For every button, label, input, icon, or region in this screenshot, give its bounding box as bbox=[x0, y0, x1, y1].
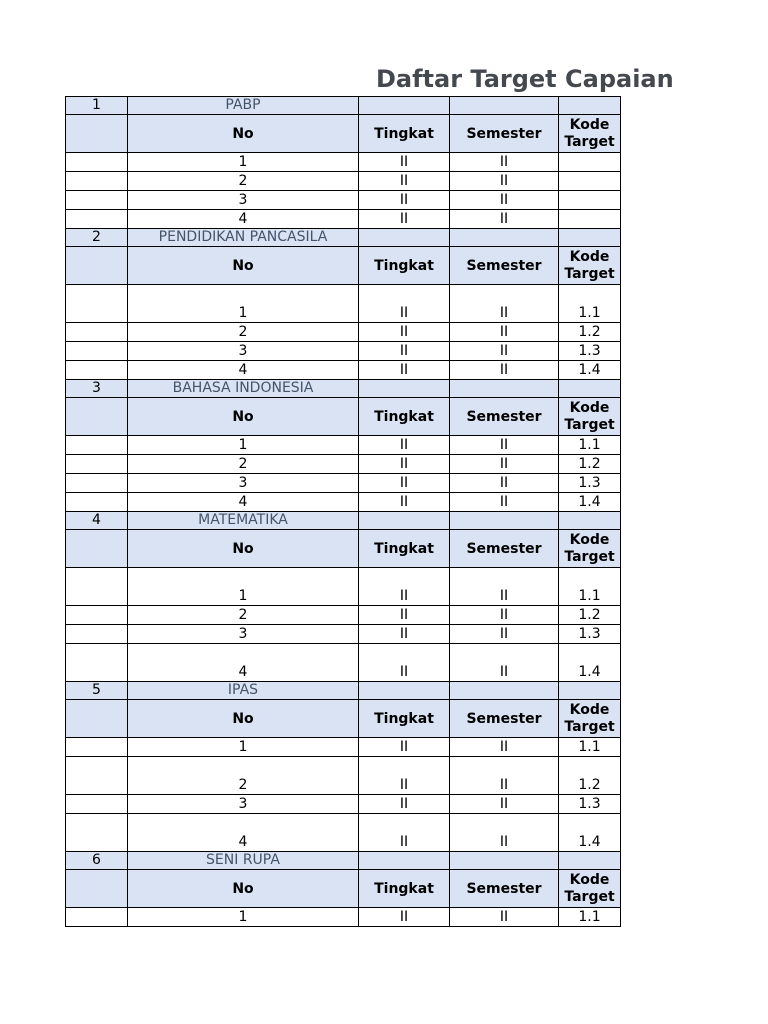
row-no: 3 bbox=[128, 474, 359, 493]
section-number: 2 bbox=[66, 229, 128, 247]
table-row bbox=[66, 191, 621, 210]
empty-cell bbox=[66, 115, 128, 153]
table-row bbox=[66, 493, 621, 512]
table-row bbox=[66, 795, 621, 814]
empty-cell bbox=[66, 700, 128, 738]
row-no: 1 bbox=[128, 285, 359, 323]
section-header-row bbox=[66, 97, 621, 115]
empty-cell bbox=[66, 795, 128, 814]
table-row bbox=[66, 285, 621, 323]
row-kode-target: 1.4 bbox=[559, 493, 621, 512]
empty-cell bbox=[66, 247, 128, 285]
empty-cell bbox=[66, 493, 128, 512]
empty-cell bbox=[559, 682, 621, 700]
empty-cell bbox=[559, 229, 621, 247]
empty-cell bbox=[359, 852, 450, 870]
table-row bbox=[66, 172, 621, 191]
row-no: 4 bbox=[128, 644, 359, 682]
row-semester: II bbox=[450, 757, 559, 795]
column-header-tingkat: Tingkat bbox=[359, 530, 450, 568]
table-row bbox=[66, 153, 621, 172]
row-no: 4 bbox=[128, 814, 359, 852]
row-semester: II bbox=[450, 172, 559, 191]
row-no: 3 bbox=[128, 625, 359, 644]
section-header-row bbox=[66, 852, 621, 870]
row-tingkat: II bbox=[359, 474, 450, 493]
row-kode-target bbox=[559, 153, 621, 172]
section-number: 3 bbox=[66, 380, 128, 398]
empty-cell bbox=[359, 380, 450, 398]
table-row bbox=[66, 323, 621, 342]
row-no: 4 bbox=[128, 361, 359, 380]
row-tingkat: II bbox=[359, 455, 450, 474]
column-header-kode-target: Kode Target bbox=[559, 700, 621, 738]
row-semester: II bbox=[450, 908, 559, 927]
row-no: 1 bbox=[128, 436, 359, 455]
row-tingkat: II bbox=[359, 606, 450, 625]
row-tingkat: II bbox=[359, 644, 450, 682]
column-header-semester: Semester bbox=[450, 870, 559, 908]
column-header-tingkat: Tingkat bbox=[359, 115, 450, 153]
row-kode-target: 1.3 bbox=[559, 625, 621, 644]
empty-cell bbox=[359, 512, 450, 530]
title-area bbox=[360, 64, 674, 98]
row-kode-target bbox=[559, 210, 621, 229]
empty-cell bbox=[559, 380, 621, 398]
row-semester: II bbox=[450, 323, 559, 342]
empty-cell bbox=[66, 342, 128, 361]
row-semester: II bbox=[450, 285, 559, 323]
row-semester: II bbox=[450, 455, 559, 474]
column-header-no: No bbox=[128, 115, 359, 153]
row-tingkat: II bbox=[359, 436, 450, 455]
row-kode-target: 1.2 bbox=[559, 757, 621, 795]
section-name: PABP bbox=[128, 97, 359, 115]
column-header-row bbox=[66, 530, 621, 568]
empty-cell bbox=[66, 153, 128, 172]
table-row bbox=[66, 757, 621, 795]
row-tingkat: II bbox=[359, 323, 450, 342]
row-tingkat: II bbox=[359, 625, 450, 644]
row-semester: II bbox=[450, 493, 559, 512]
row-tingkat: II bbox=[359, 153, 450, 172]
row-semester: II bbox=[450, 436, 559, 455]
row-no: 1 bbox=[128, 568, 359, 606]
row-tingkat: II bbox=[359, 361, 450, 380]
row-semester: II bbox=[450, 795, 559, 814]
row-no: 1 bbox=[128, 908, 359, 927]
row-kode-target bbox=[559, 191, 621, 210]
table-row bbox=[66, 625, 621, 644]
empty-cell bbox=[66, 568, 128, 606]
row-tingkat: II bbox=[359, 568, 450, 606]
empty-cell bbox=[66, 172, 128, 191]
empty-cell bbox=[66, 644, 128, 682]
column-header-semester: Semester bbox=[450, 700, 559, 738]
empty-cell bbox=[66, 870, 128, 908]
row-semester: II bbox=[450, 606, 559, 625]
row-kode-target: 1.1 bbox=[559, 738, 621, 757]
section-name: BAHASA INDONESIA bbox=[128, 380, 359, 398]
row-tingkat: II bbox=[359, 172, 450, 191]
target-table-body bbox=[66, 97, 621, 927]
row-kode-target: 1.3 bbox=[559, 795, 621, 814]
page-title: Daftar Target Capaian bbox=[376, 65, 674, 93]
row-kode-target: 1.4 bbox=[559, 814, 621, 852]
row-semester: II bbox=[450, 474, 559, 493]
column-header-row bbox=[66, 398, 621, 436]
column-header-no: No bbox=[128, 870, 359, 908]
row-no: 1 bbox=[128, 738, 359, 757]
empty-cell bbox=[359, 229, 450, 247]
empty-cell bbox=[66, 814, 128, 852]
row-tingkat: II bbox=[359, 342, 450, 361]
table-row bbox=[66, 644, 621, 682]
row-kode-target: 1.1 bbox=[559, 908, 621, 927]
column-header-tingkat: Tingkat bbox=[359, 870, 450, 908]
empty-cell bbox=[450, 229, 559, 247]
empty-cell bbox=[559, 512, 621, 530]
row-no: 3 bbox=[128, 342, 359, 361]
row-kode-target: 1.1 bbox=[559, 436, 621, 455]
column-header-tingkat: Tingkat bbox=[359, 247, 450, 285]
section-name: MATEMATIKA bbox=[128, 512, 359, 530]
row-tingkat: II bbox=[359, 908, 450, 927]
row-kode-target: 1.2 bbox=[559, 606, 621, 625]
empty-cell bbox=[450, 97, 559, 115]
table-row bbox=[66, 361, 621, 380]
column-header-semester: Semester bbox=[450, 115, 559, 153]
row-no: 4 bbox=[128, 210, 359, 229]
table-row bbox=[66, 568, 621, 606]
empty-cell bbox=[450, 682, 559, 700]
row-no: 2 bbox=[128, 757, 359, 795]
empty-cell bbox=[359, 682, 450, 700]
row-no: 3 bbox=[128, 795, 359, 814]
row-tingkat: II bbox=[359, 285, 450, 323]
column-header-tingkat: Tingkat bbox=[359, 700, 450, 738]
row-no: 2 bbox=[128, 455, 359, 474]
empty-cell bbox=[66, 361, 128, 380]
section-name: SENI RUPA bbox=[128, 852, 359, 870]
row-kode-target: 1.1 bbox=[559, 568, 621, 606]
row-tingkat: II bbox=[359, 493, 450, 512]
column-header-no: No bbox=[128, 530, 359, 568]
column-header-kode-target: Kode Target bbox=[559, 115, 621, 153]
column-header-no: No bbox=[128, 398, 359, 436]
table-row bbox=[66, 908, 621, 927]
table-row bbox=[66, 436, 621, 455]
section-number: 5 bbox=[66, 682, 128, 700]
row-no: 2 bbox=[128, 172, 359, 191]
row-tingkat: II bbox=[359, 814, 450, 852]
section-name: PENDIDIKAN PANCASILA bbox=[128, 229, 359, 247]
empty-cell bbox=[559, 97, 621, 115]
row-tingkat: II bbox=[359, 757, 450, 795]
section-name: IPAS bbox=[128, 682, 359, 700]
row-tingkat: II bbox=[359, 795, 450, 814]
row-no: 1 bbox=[128, 153, 359, 172]
empty-cell bbox=[66, 398, 128, 436]
row-kode-target: 1.4 bbox=[559, 644, 621, 682]
row-semester: II bbox=[450, 644, 559, 682]
column-header-no: No bbox=[128, 247, 359, 285]
empty-cell bbox=[66, 323, 128, 342]
empty-cell bbox=[66, 738, 128, 757]
empty-cell bbox=[66, 757, 128, 795]
target-table bbox=[65, 96, 621, 927]
section-number: 4 bbox=[66, 512, 128, 530]
table-row bbox=[66, 455, 621, 474]
row-kode-target: 1.4 bbox=[559, 361, 621, 380]
empty-cell bbox=[450, 512, 559, 530]
empty-cell bbox=[66, 474, 128, 493]
empty-cell bbox=[66, 436, 128, 455]
row-kode-target: 1.3 bbox=[559, 342, 621, 361]
section-header-row bbox=[66, 682, 621, 700]
table-row bbox=[66, 342, 621, 361]
row-kode-target: 1.2 bbox=[559, 323, 621, 342]
empty-cell bbox=[66, 530, 128, 568]
column-header-row bbox=[66, 115, 621, 153]
table-row bbox=[66, 738, 621, 757]
empty-cell bbox=[66, 210, 128, 229]
column-header-row bbox=[66, 247, 621, 285]
empty-cell bbox=[66, 625, 128, 644]
column-header-no: No bbox=[128, 700, 359, 738]
empty-cell bbox=[559, 852, 621, 870]
section-header-row bbox=[66, 229, 621, 247]
row-kode-target bbox=[559, 172, 621, 191]
table-row bbox=[66, 814, 621, 852]
column-header-kode-target: Kode Target bbox=[559, 530, 621, 568]
empty-cell bbox=[66, 606, 128, 625]
column-header-semester: Semester bbox=[450, 530, 559, 568]
empty-cell bbox=[66, 455, 128, 474]
section-number: 6 bbox=[66, 852, 128, 870]
row-semester: II bbox=[450, 342, 559, 361]
row-no: 2 bbox=[128, 606, 359, 625]
row-no: 2 bbox=[128, 323, 359, 342]
column-header-semester: Semester bbox=[450, 247, 559, 285]
column-header-kode-target: Kode Target bbox=[559, 247, 621, 285]
row-semester: II bbox=[450, 568, 559, 606]
row-kode-target: 1.1 bbox=[559, 285, 621, 323]
column-header-tingkat: Tingkat bbox=[359, 398, 450, 436]
empty-cell bbox=[450, 852, 559, 870]
column-header-semester: Semester bbox=[450, 398, 559, 436]
empty-cell bbox=[66, 191, 128, 210]
row-semester: II bbox=[450, 738, 559, 757]
column-header-kode-target: Kode Target bbox=[559, 870, 621, 908]
empty-cell bbox=[450, 380, 559, 398]
row-kode-target: 1.2 bbox=[559, 455, 621, 474]
row-semester: II bbox=[450, 191, 559, 210]
row-semester: II bbox=[450, 814, 559, 852]
row-kode-target: 1.3 bbox=[559, 474, 621, 493]
empty-cell bbox=[66, 285, 128, 323]
table-row bbox=[66, 474, 621, 493]
row-semester: II bbox=[450, 625, 559, 644]
row-semester: II bbox=[450, 153, 559, 172]
row-semester: II bbox=[450, 210, 559, 229]
column-header-kode-target: Kode Target bbox=[559, 398, 621, 436]
column-header-row bbox=[66, 870, 621, 908]
section-header-row bbox=[66, 380, 621, 398]
table-row bbox=[66, 210, 621, 229]
row-semester: II bbox=[450, 361, 559, 380]
row-tingkat: II bbox=[359, 210, 450, 229]
table-row bbox=[66, 606, 621, 625]
row-no: 3 bbox=[128, 191, 359, 210]
section-header-row bbox=[66, 512, 621, 530]
section-number: 1 bbox=[66, 97, 128, 115]
row-tingkat: II bbox=[359, 191, 450, 210]
row-no: 4 bbox=[128, 493, 359, 512]
empty-cell bbox=[66, 908, 128, 927]
column-header-row bbox=[66, 700, 621, 738]
empty-cell bbox=[359, 97, 450, 115]
row-tingkat: II bbox=[359, 738, 450, 757]
